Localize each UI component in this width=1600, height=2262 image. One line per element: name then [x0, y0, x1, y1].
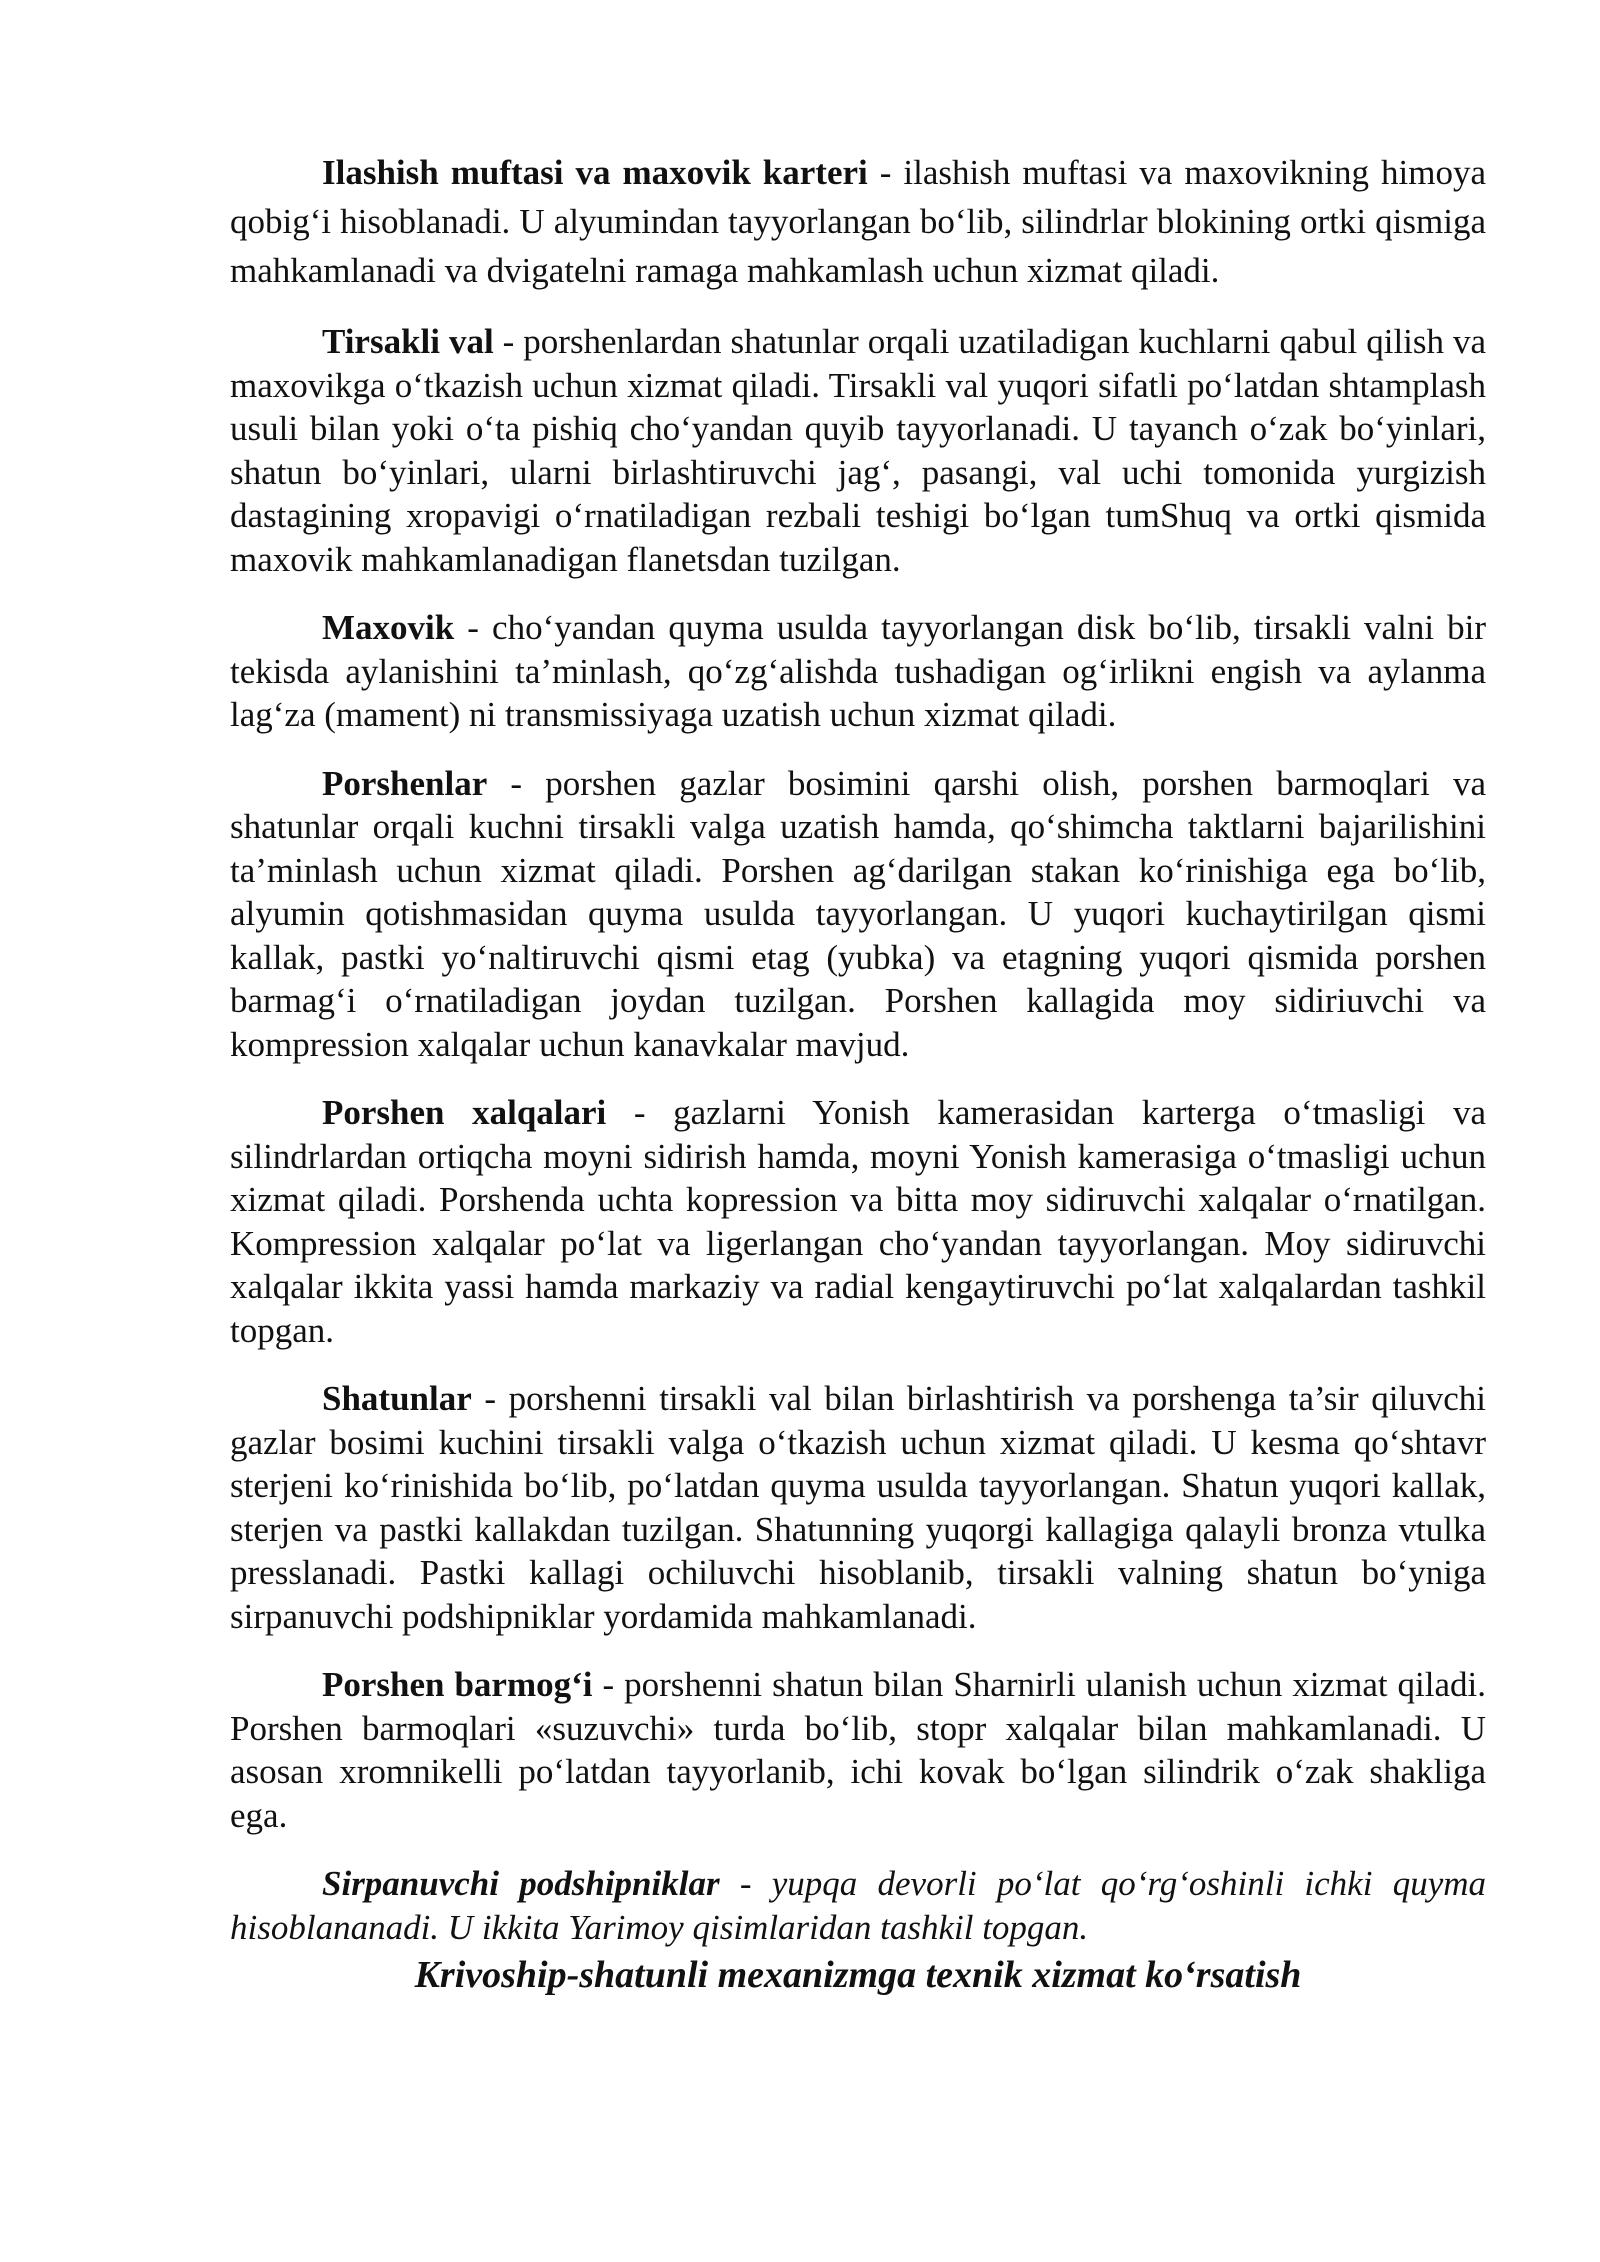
paragraph-flywheel — [230, 606, 1486, 737]
paragraph-crankshaft — [230, 320, 1486, 581]
term-pistons: Porshenlar — [322, 763, 488, 803]
term-connecting-rods: Shatunlar — [322, 1379, 472, 1418]
definition-crankshaft: - porshenlardan shatunlar orqali uzatiladigan kuchlarni qabul qilish va maxovikga o‘tkazish uchun xizmat qiladi. Tirsakli val yuqori sifatli po‘latdan shtamplash usuli bilan yoki o‘ta pishiq cho‘yandan quyib tayyorlanadi. U tayanch o‘zak bo‘yinlari, shatun bo‘yinlari, ularni birlashtiruvchi jag‘, pasangi, val uchi tomonida yurgizish dastagining xropavigi o‘rnatiladigan rezbali teshigi bo‘lgan tumShuq va ortki qismida maxovik mahkamlanadigan flanetsdan tuzilgan. — [230, 322, 1487, 579]
definition-connecting-rods: - porshenni tirsakli val bilan birlashtirish va porshenga ta’sir qiluvchi gazlar bosimi kuchini tirsakli valga o‘tkazish uchun xizmat qiladi. U kesma qo‘shtavr sterjeni ko‘rinishida bo‘lib, po‘latdan quyma usulda tayyorlangan. Shatun yuqori kallak, sterjen va pastki kallakdan tuzilgan. Shatunning yuqorgi kallagiga qalayli bronza vtulka presslanadi. Pastki kallagi ochiluvchi hisoblanib, tirsakli valning shatun bo‘yniga sirpanuvchi podshipniklar yordamida mahkamlanadi. — [230, 1379, 1486, 1636]
paragraph-clutch-housing — [230, 148, 1486, 295]
definition-plain-bearings: - yupqa devorli po‘lat qo‘rg‘oshinli ichki quyma hisoblananadi. U ikkita Yarimoy qisimlaridan tashkil topgan. — [230, 1864, 1487, 1947]
paragraph-plain-bearings — [230, 1862, 1486, 1949]
paragraph-piston-pin — [230, 1663, 1486, 1837]
term-piston-pin: Porshen barmog‘i — [322, 1665, 593, 1704]
paragraph-piston-rings — [230, 1091, 1486, 1352]
term-clutch-housing: Ilashish muftasi va maxovik karteri — [322, 153, 868, 192]
paragraph-pistons — [230, 762, 1486, 1067]
term-piston-rings: Porshen xalqalari — [322, 1093, 607, 1132]
paragraph-connecting-rods — [230, 1377, 1486, 1638]
section-heading: Krivoship-shatunli mexanizmga texnik xizmat ko‘rsatish — [414, 1954, 1302, 1996]
term-crankshaft: Tirsakli val — [322, 322, 494, 361]
term-plain-bearings: Sirpanuvchi podshipniklar — [322, 1864, 720, 1903]
definition-flywheel: - cho‘yandan quyma usulda tayyorlangan disk bo‘lib, tirsakli valni bir tekisda aylanishini ta’minlash, qo‘zg‘alishda tushadigan og‘irlikni engish va aylanma lag‘za (mament) ni transmissiyaga uzatish uchun xizmat qiladi. — [230, 608, 1486, 734]
definition-pistons: - porshen gazlar bosimini qarshi olish, porshen barmoqlari va shatunlar orqali kuchni tirsakli valga uzatish hamda, qo‘shimcha taktlarni bajarilishini ta’minlash uchun xizmat qiladi. Porshen ag‘darilgan stakan ko‘rinishiga ega bo‘lib, alyumin qotishmasidan quyma usulda tayyorlangan. U yuqori kuchaytirilgan qismi kallak, pastki yo‘naltiruvchi qismi etag (yubka) va etagning yuqori qismida porshen barmag‘i o‘rnatiladigan joydan tuzilgan. Porshen kallagida moy sidiriuvchi va kompression xalqalar uchun kanavkalar mavjud. — [230, 763, 1486, 1064]
definition-clutch-housing: - ilashish muftasi va maxovikning himoya qobig‘i hisoblanadi. U alyumindan tayyorlangan bo‘lib, silindrlar blokining ortki qismiga mahkamlanadi va dvigatelni ramaga mahkamlash uchun xizmat qiladi. — [230, 153, 1487, 290]
document-body — [230, 148, 1486, 1999]
term-flywheel: Maxovik — [322, 608, 455, 647]
definition-piston-pin: - porshenni shatun bilan Sharnirli ulanish uchun xizmat qiladi. Porshen barmoqlari «suzuvchi» turda bo‘lib, stopr xalqalar bilan mahkamlanadi. U asosan xromnikelli po‘latdan tayyorlanib, ichi kovak bo‘lgan silindrik o‘zak shakliga ega. — [230, 1665, 1486, 1835]
definition-piston-rings: - gazlarni Yonish kamerasidan karterga o‘tmasligi va silindrlardan ortiqcha moyni sidirish hamda, moyni Yonish kamerasiga o‘tmasligi uchun xizmat qiladi. Porshenda uchta kopression va bitta moy sidiruvchi xalqalar o‘rnatilgan. Kompression xalqalar po‘lat va ligerlangan cho‘yandan tayyorlangan. Moy sidiruvchi xalqalar ikkita yassi hamda markaziy va radial kengaytiruvchi po‘lat xalqalardan tashkil topgan. — [230, 1093, 1486, 1350]
